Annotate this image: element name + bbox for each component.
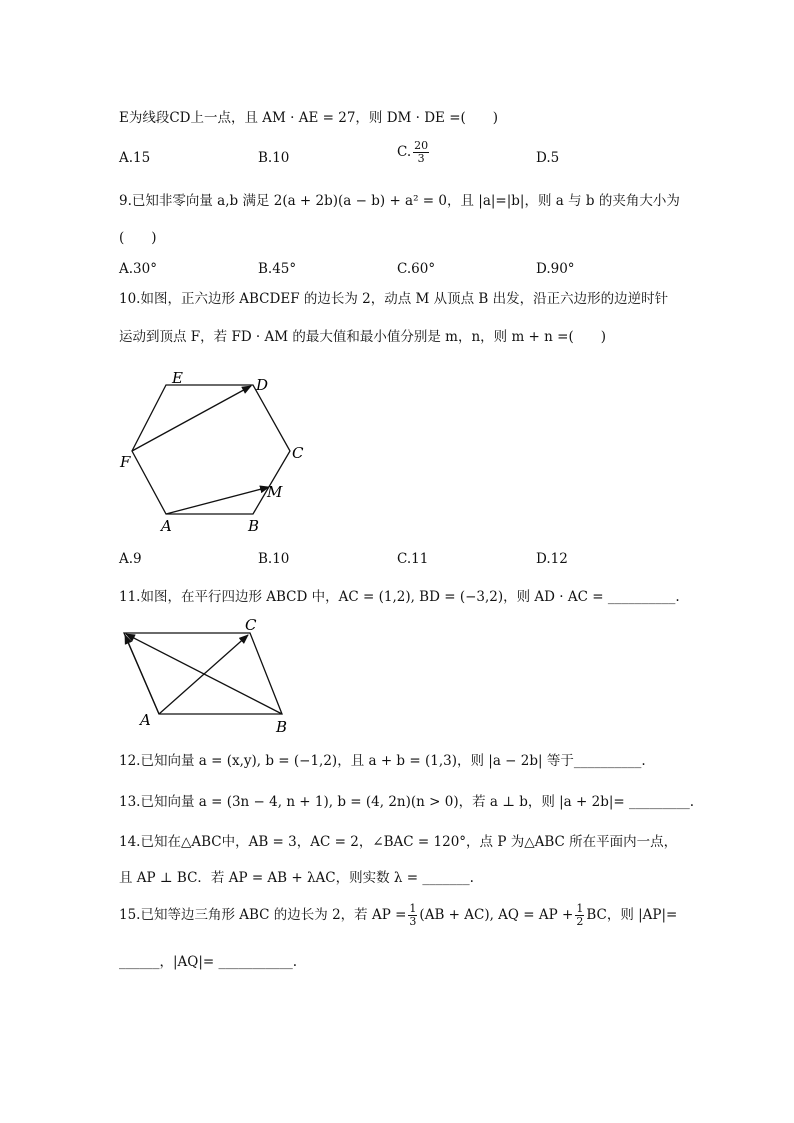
q10-stem-cont: 运动到顶点 F，若 FD · AM 的最大值和最小值分别是 m，n，则 m + n =( ) [119,329,606,345]
hex-label-b: B [248,517,260,535]
q14-stem-cont: 且 AP ⊥ BC．若 AP = AB + λAC，则实数 λ = _______. [119,870,474,886]
par-label-c: C [245,616,257,634]
par-label-a: A [140,711,151,729]
hex-label-f: F [120,453,131,471]
q15-stem-mid: (AB + AC), AQ = AP + [419,907,574,923]
parallelogram-figure [118,612,298,738]
q9-option-c: C.60° [397,261,436,277]
q9-option-d: D.90° [536,261,575,277]
q8-option-c-numerator: 20 [414,139,429,152]
q9-option-a: A.30° [119,261,157,277]
q14-stem: 14.已知在△ABC中，AB = 3，AC = 2，∠BAC = 120°，点 P 为△ABC 所在平面内一点， [119,834,678,850]
q8-option-b: B.10 [258,150,290,166]
q15-stem-cont: ______，|AQ|= ___________. [119,954,298,970]
q15-fraction-one-half [575,903,584,928]
q9-option-b: B.45° [258,261,297,277]
q8-option-c-denominator: 3 [417,152,425,165]
q15-frac1-numerator: 1 [409,902,417,915]
q8-option-c [397,140,431,165]
q10-option-c: C.11 [397,551,429,567]
hex-label-c: C [292,444,304,462]
vector-ac-arrow [159,635,248,714]
q15-frac2-denominator: 2 [576,915,584,928]
q15-stem-post: BC，则 |AP|= [586,907,678,923]
hex-label-m: M [267,483,283,501]
vector-ad-arrow [125,635,159,714]
q15-stem-pre: 15.已知等边三角形 ABC 的边长为 2，若 AP = [119,907,407,923]
q8-option-c-fraction [413,140,429,165]
q15-frac1-denominator: 3 [409,915,417,928]
q9-stem-cont: ( ) [119,230,157,246]
hex-label-a: A [161,517,172,535]
q13-stem: 13.已知向量 a = (3n − 4, n + 1), b = (4, 2n)(n > 0)，若 a ⊥ b，则 |a + 2b|= _________. [119,794,695,810]
par-label-b: B [276,718,288,736]
q12-stem: 12.已知向量 a = (x,y), b = (−1,2)，且 a + b = (1,3)，则 |a − 2b| 等于__________. [119,753,646,769]
hex-label-d: D [256,376,269,394]
q8-stem: E为线段CD上一点，且 AM · AE = 27，则 DM · DE =( ) [119,110,499,126]
q15-frac2-numerator: 1 [576,902,584,915]
q15-stem [119,903,677,928]
hexagon-figure [110,365,320,535]
q8-option-d: D.5 [536,150,560,166]
q10-option-b: B.10 [258,551,290,567]
hex-label-e: E [172,369,183,387]
vector-am-arrow [166,487,269,514]
vector-fd-arrow [132,386,251,451]
q15-fraction-one-third [408,903,417,928]
q11-stem: 11.如图，在平行四边形 ABCD 中，AC = (1,2), BD = (−3,2)，则 AD · AC = __________. [119,589,680,605]
q8-option-a: A.15 [119,150,151,166]
q9-stem: 9.已知非零向量 a,b 满足 2(a + 2b)(a − b) + a² = 0，且 |a|=|b|，则 a 与 b 的夹角大小为 [119,193,680,209]
q10-option-a: A.9 [119,551,142,567]
q8-option-c-prefix: C. [397,144,412,160]
q10-option-d: D.12 [536,551,568,567]
vector-bd-arrow [126,634,282,714]
q10-stem: 10.如图，正六边形 ABCDEF 的边长为 2，动点 M 从顶点 B 出发，沿正六边形的边逆时针 [119,291,669,307]
